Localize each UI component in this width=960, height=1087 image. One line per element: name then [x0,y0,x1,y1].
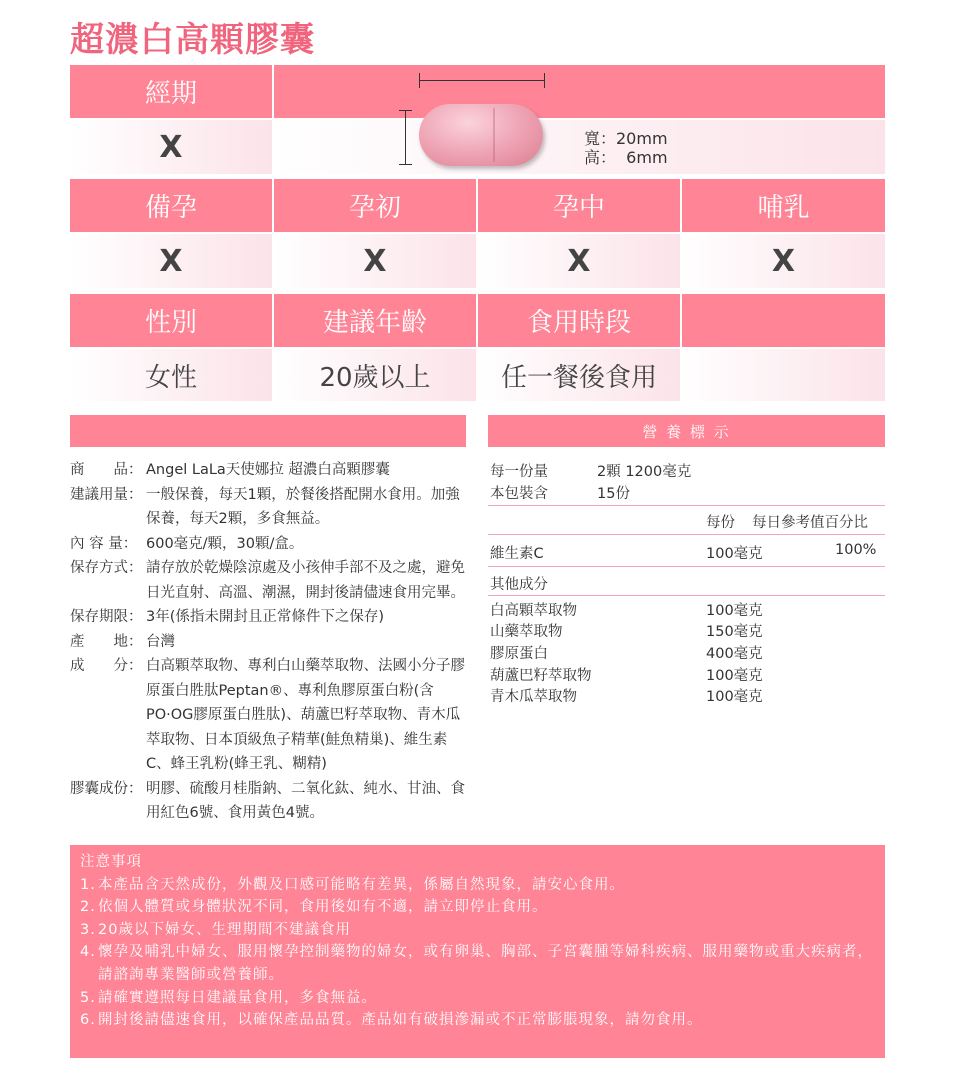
pack-label: 本包裝含 [490,486,548,502]
note-number: 1. [80,876,96,893]
gender-value-cell [70,349,272,401]
divider [488,505,885,506]
note-item [80,941,875,986]
empty-value-cell [682,349,885,401]
pack-value: 15份 [597,486,630,502]
stage-label-prep: 備孕 [144,193,197,223]
period-value-cell [70,120,272,174]
info-value: 3年(係指未開封且正常條件下之保存) [146,609,385,625]
note-text: 請確實遵照每日建議量食用，多食無益。 [98,989,377,1006]
product-info-bar [70,415,466,447]
stage-header-prep [70,179,272,232]
notes-panel [70,845,885,1058]
info-key: 成 分： [70,658,143,674]
gender-header-label: 性別 [144,308,197,338]
vitamin-percent: 100% [835,542,877,558]
divider [488,566,885,567]
info-key: 膠囊成份： [70,780,143,797]
capsule-header-band [274,65,885,118]
info-value: Angel LaLa天使娜拉 超濃白高顆膠囊 [146,462,390,478]
note-number: 2. [80,899,96,916]
info-key: 內 容 量： [70,535,138,552]
stage-value-nursing [682,234,885,288]
divider [488,595,885,596]
stage-label-mid: 孕中 [552,193,605,223]
stage-label-nursing: 哺乳 [757,193,810,223]
other-name: 葫蘆巴籽萃取物 [490,668,592,684]
age-header [274,294,476,347]
note-number: 3. [80,921,96,938]
other-amount: 100毫克 [706,668,763,684]
empty-header [682,294,885,347]
note-item [80,896,875,919]
info-key: 商 品： [70,462,143,478]
info-value: 一般保養，每天1顆，於餐後搭配開水食用。加強保養，每天2顆，多食無益。 [146,486,460,527]
info-row-ingredients [70,654,470,777]
divider [488,534,885,535]
info-row-product [70,458,470,483]
timing-value: 任一餐後食用 [500,362,657,393]
note-text: 懷孕及哺乳中婦女、服用懷孕控制藥物的婦女，或有卵巢、胸部、子宮囊腫等婦科疾病、服用藥物或重大疾病者，請諮詢專業醫師或營養師。 [98,944,873,983]
timing-value-cell [478,349,680,401]
info-key: 保存期限： [70,609,143,625]
info-row-content [70,532,470,557]
stage-value-prep [70,234,272,288]
height-dim-tick-top [399,110,412,111]
info-value: 台灣 [146,633,175,650]
width-dim-tick-left [419,73,420,88]
note-text: 依個人體質或身體狀況不同，食用後如有不適，請立即停止食用。 [98,899,548,916]
age-value-cell [274,349,476,401]
serving-label: 每一份量 [490,464,548,480]
other-label: 其他成分 [490,577,548,593]
note-number: 5. [80,989,96,1006]
period-value: X [159,129,183,165]
notes-title: 注意事項 [80,854,142,870]
note-text: 20歲以下婦女、生理期間不建議食用 [98,921,351,938]
info-value: 白高顆萃取物、專利白山藥萃取物、法國小分子膠原蛋白胜肽Peptan®、專利魚膠原蛋白粉(含PO·OG膠原蛋白胜肽)、葫蘆巴籽萃取物、青木瓜萃取物、日本頂級魚子精華(鮭魚精巢)、維生素C、蜂王乳粉(蜂王乳、糊精) [146,658,465,772]
info-row-dosage [70,483,470,532]
capsule-height-label: 高： 6mm [584,148,668,167]
note-item [80,919,875,942]
info-row-storage [70,556,470,605]
info-row-origin [70,630,470,655]
note-number: 4. [80,944,96,961]
stage-label-early: 孕初 [348,193,401,223]
capsule-width-label: 寬：20mm [584,129,668,148]
other-name: 山藥萃取物 [490,624,563,640]
other-amount: 150毫克 [706,624,763,640]
vitamin-amount: 100毫克 [706,546,763,562]
other-name: 青木瓜萃取物 [490,689,577,705]
col-daily: 每日參考值百分比 [752,515,868,531]
stage-value-mid [478,234,680,288]
width-dim-tick-right [544,73,545,88]
timing-header-label: 食用時段 [526,308,631,338]
other-amount: 100毫克 [706,689,763,705]
stage-header-mid [478,179,680,232]
info-row-capsule [70,777,470,826]
period-header: 經期 [144,79,197,109]
note-item [80,1009,875,1032]
gender-header [70,294,272,347]
note-item [80,987,875,1010]
info-key: 產 地： [70,633,143,650]
other-name: 膠原蛋白 [490,646,548,662]
height-dim-tick-bottom [399,164,412,165]
vitamin-name: 維生素C [490,546,544,562]
nutrition-header-bar [488,415,885,447]
stage-header-early [274,179,476,232]
stage-x-nursing: X [771,243,796,279]
info-key: 保存方式： [70,560,143,576]
stage-value-early [274,234,476,288]
timing-header [478,294,680,347]
other-name: 白高顆萃取物 [490,603,577,619]
gender-value: 女性 [144,362,197,393]
note-number: 6. [80,1012,96,1029]
info-value: 明膠、硫酸月桂脂鈉、二氧化鈦、純水、甘油、食用紅色6號、食用黃色4號。 [146,780,465,821]
capsule-area [274,120,885,174]
other-amount: 400毫克 [706,646,763,662]
info-row-shelf-life [70,605,470,630]
info-value: 請存放於乾燥陰涼處及小孩伸手部不及之處，避免日光直射、高溫、潮濕，開封後請儘速食用完畢。 [146,560,465,601]
age-header-label: 建議年齡 [322,308,427,338]
width-dim-line [419,80,545,81]
height-dim-line [405,110,406,165]
stage-x-prep: X [159,243,183,279]
stage-x-early: X [363,243,387,279]
info-value: 600毫克/顆，30顆/盒。 [146,535,304,552]
other-amount: 100毫克 [706,603,763,619]
stage-x-mid: X [567,243,591,279]
product-info [70,458,470,826]
serving-value: 2顆 1200毫克 [597,464,692,480]
age-value: 20歲以上 [319,362,431,393]
col-per-serving: 每份 [706,515,735,531]
nutrition-header: 營 養 標 示 [642,422,731,441]
note-item [80,874,875,897]
stage-header-nursing [682,179,885,232]
capsule-image [419,104,543,166]
period-header-cell [70,65,272,118]
page-title: 超濃白高顆膠囊 [70,20,315,60]
note-text: 開封後請儘速食用，以確保產品品質。產品如有破損滲漏或不正常膨脹現象，請勿食用。 [98,1012,703,1029]
note-text: 本產品含天然成份，外觀及口感可能略有差異，係屬自然現象，請安心食用。 [98,876,625,893]
info-key: 建議用量： [70,486,143,503]
